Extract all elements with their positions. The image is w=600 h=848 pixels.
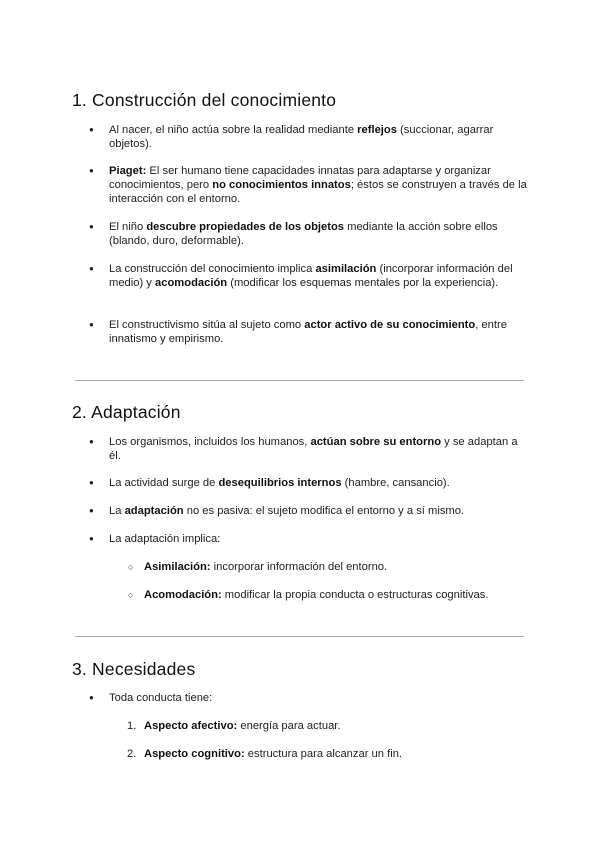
section-2-heading: 2. Adaptación [72,402,181,422]
list-item: ● La adaptación implica: [109,532,529,546]
list-item: ● Piaget: El ser humano tiene capacidades innatas para adaptarse y organizar conocimientos, pero no conocimientos innatos; éstos se construyen a través de la interacción con el entorno. [109,164,529,206]
sub-list-item: ○ Acomodación: modificar la propia conducta o estructuras cognitivas. [144,588,534,602]
numbered-item: 1. Aspecto afectivo: energía para actuar. [127,720,341,732]
item-number: 1. [127,720,137,732]
list-item: ● La actividad surge de desequilibrios internos (hambre, cansancio). [109,476,529,490]
section-1-heading: 1. Construcción del conocimiento [72,90,337,110]
sub-list-item: ○ Asimilación: incorporar información del entorno. [144,560,534,574]
section-3-heading: 3. Necesidades [72,659,196,679]
list-item: ● La adaptación no es pasiva: el sujeto modifica el entorno y a sí mismo. [109,504,529,518]
list-item: ● La construcción del conocimiento implica asimilación (incorporar información del medio) y acomodación (modificar los esquemas mentales por la experiencia). [109,262,529,290]
section-divider [75,380,524,381]
list-item: ● Los organismos, incluidos los humanos, actúan sobre su entorno y se adaptan a él. [109,435,529,463]
list-item: ● Toda conducta tiene: [109,691,529,705]
item-number: 2. [127,748,137,760]
list-item: ● El niño descubre propiedades de los objetos mediante la acción sobre ellos (blando, duro, deformable). [109,220,529,248]
section-divider [75,636,524,637]
list-item: ● Al nacer, el niño actúa sobre la realidad mediante reflejos (succionar, agarrar objetos). [109,123,529,151]
list-item: ● El constructivismo sitúa al sujeto como actor activo de su conocimiento, entre innatismo y empirismo. [109,318,529,346]
numbered-item: 2. Aspecto cognitivo: estructura para alcanzar un fin. [127,748,403,760]
